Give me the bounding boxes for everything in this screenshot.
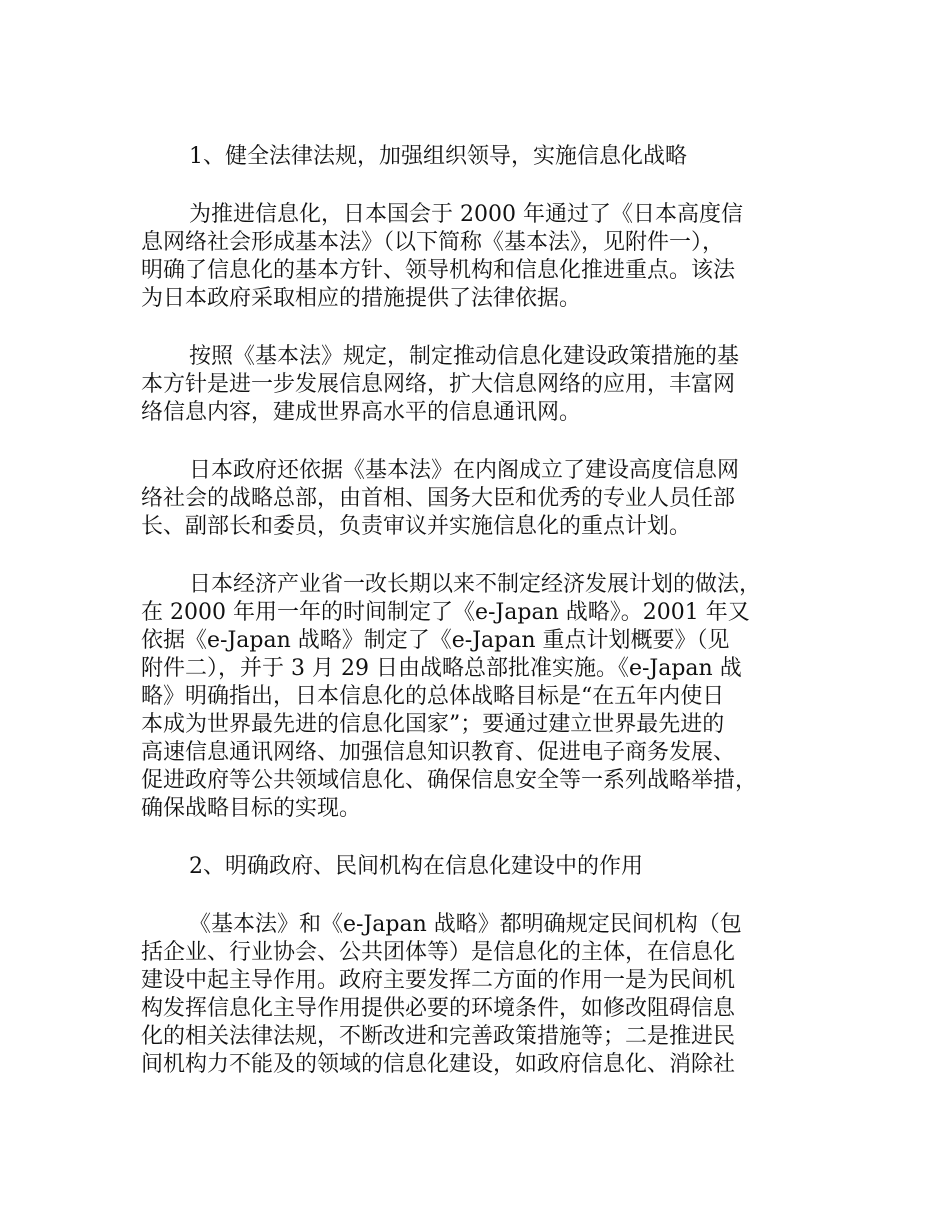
- paragraph-line: 为日本政府采取相应的措施提供了法律依据。: [141, 286, 582, 311]
- paragraph-line: 息网络社会形成基本法》（以下简称《基本法》，见附件一），: [141, 230, 725, 255]
- paragraph-line: 括企业、行业协会、公共团体等）是信息化的主体，在信息化: [141, 940, 736, 965]
- paragraph-line: 为推进信息化，日本国会于 2000 年通过了《日本高度信: [189, 202, 743, 227]
- paragraph: [141, 571, 831, 823]
- paragraph-line: 附件二），并于 3 月 29 日由战略总部批准实施。《e-Japan 战: [141, 656, 742, 681]
- paragraph-line: 化的相关法律法规，不断改进和完善政策措施等；二是推进民: [141, 1024, 736, 1049]
- paragraph: [141, 457, 831, 541]
- paragraph: [141, 343, 831, 427]
- heading-line: 2、明确政府、民间机构在信息化建设中的作用: [189, 854, 643, 879]
- paragraph-line: 确保战略目标的实现。: [141, 796, 362, 821]
- paragraph-line: 明确了信息化的基本方针、领导机构和信息化推进重点。该法: [141, 258, 736, 283]
- paragraph-line: 略》明确指出，日本信息化的总体战略目标是“在五年内使日: [141, 684, 725, 709]
- section-heading: [141, 853, 831, 881]
- paragraph-line: 络社会的战略总部，由首相、国务大臣和优秀的专业人员任部: [141, 486, 736, 511]
- paragraph-line: 高速信息通讯网络、加强信息知识教育、促进电子商务发展、: [141, 740, 736, 765]
- paragraph-line: 依据《e-Japan 战略》制定了《e-Japan 重点计划概要》（见: [141, 628, 730, 653]
- paragraph-line: 促进政府等公共领域信息化、确保信息安全等一系列战略举措，: [141, 768, 758, 793]
- paragraph-line: 《基本法》和《e-Japan 战略》都明确规定民间机构（包: [189, 912, 742, 937]
- heading-line: 1、健全法律法规，加强组织领导，实施信息化战略: [189, 144, 687, 169]
- paragraph-line: 本成为世界最先进的信息化国家”；要通过建立世界最先进的: [141, 712, 725, 737]
- paragraph-line: 络信息内容，建成世界高水平的信息通讯网。: [141, 400, 582, 425]
- paragraph: [141, 201, 831, 313]
- paragraph-line: 在 2000 年用一年的时间制定了《e-Japan 战略》。2001 年又: [141, 600, 750, 625]
- paragraph-line: 间机构力不能及的领域的信息化建设，如政府信息化、消除社: [141, 1052, 736, 1077]
- paragraph-line: 构发挥信息化主导作用提供必要的环境条件，如修改阻碍信息: [141, 996, 736, 1021]
- paragraph: [141, 911, 831, 1079]
- paragraph-line: 按照《基本法》规定，制定推动信息化建设政策措施的基: [189, 344, 740, 369]
- paragraph-line: 日本政府还依据《基本法》在内阁成立了建设高度信息网: [189, 458, 740, 483]
- paragraph-line: 建设中起主导作用。政府主要发挥二方面的作用一是为民间机: [141, 968, 736, 993]
- document-body: [141, 143, 831, 1079]
- paragraph-line: 本方针是进一步发展信息网络，扩大信息网络的应用，丰富网: [141, 372, 736, 397]
- paragraph-line: 长、副部长和委员，负责审议并实施信息化的重点计划。: [141, 514, 692, 539]
- section-heading: [141, 143, 831, 171]
- paragraph-line: 日本经济产业省一改长期以来不制定经济发展计划的做法，: [189, 572, 762, 597]
